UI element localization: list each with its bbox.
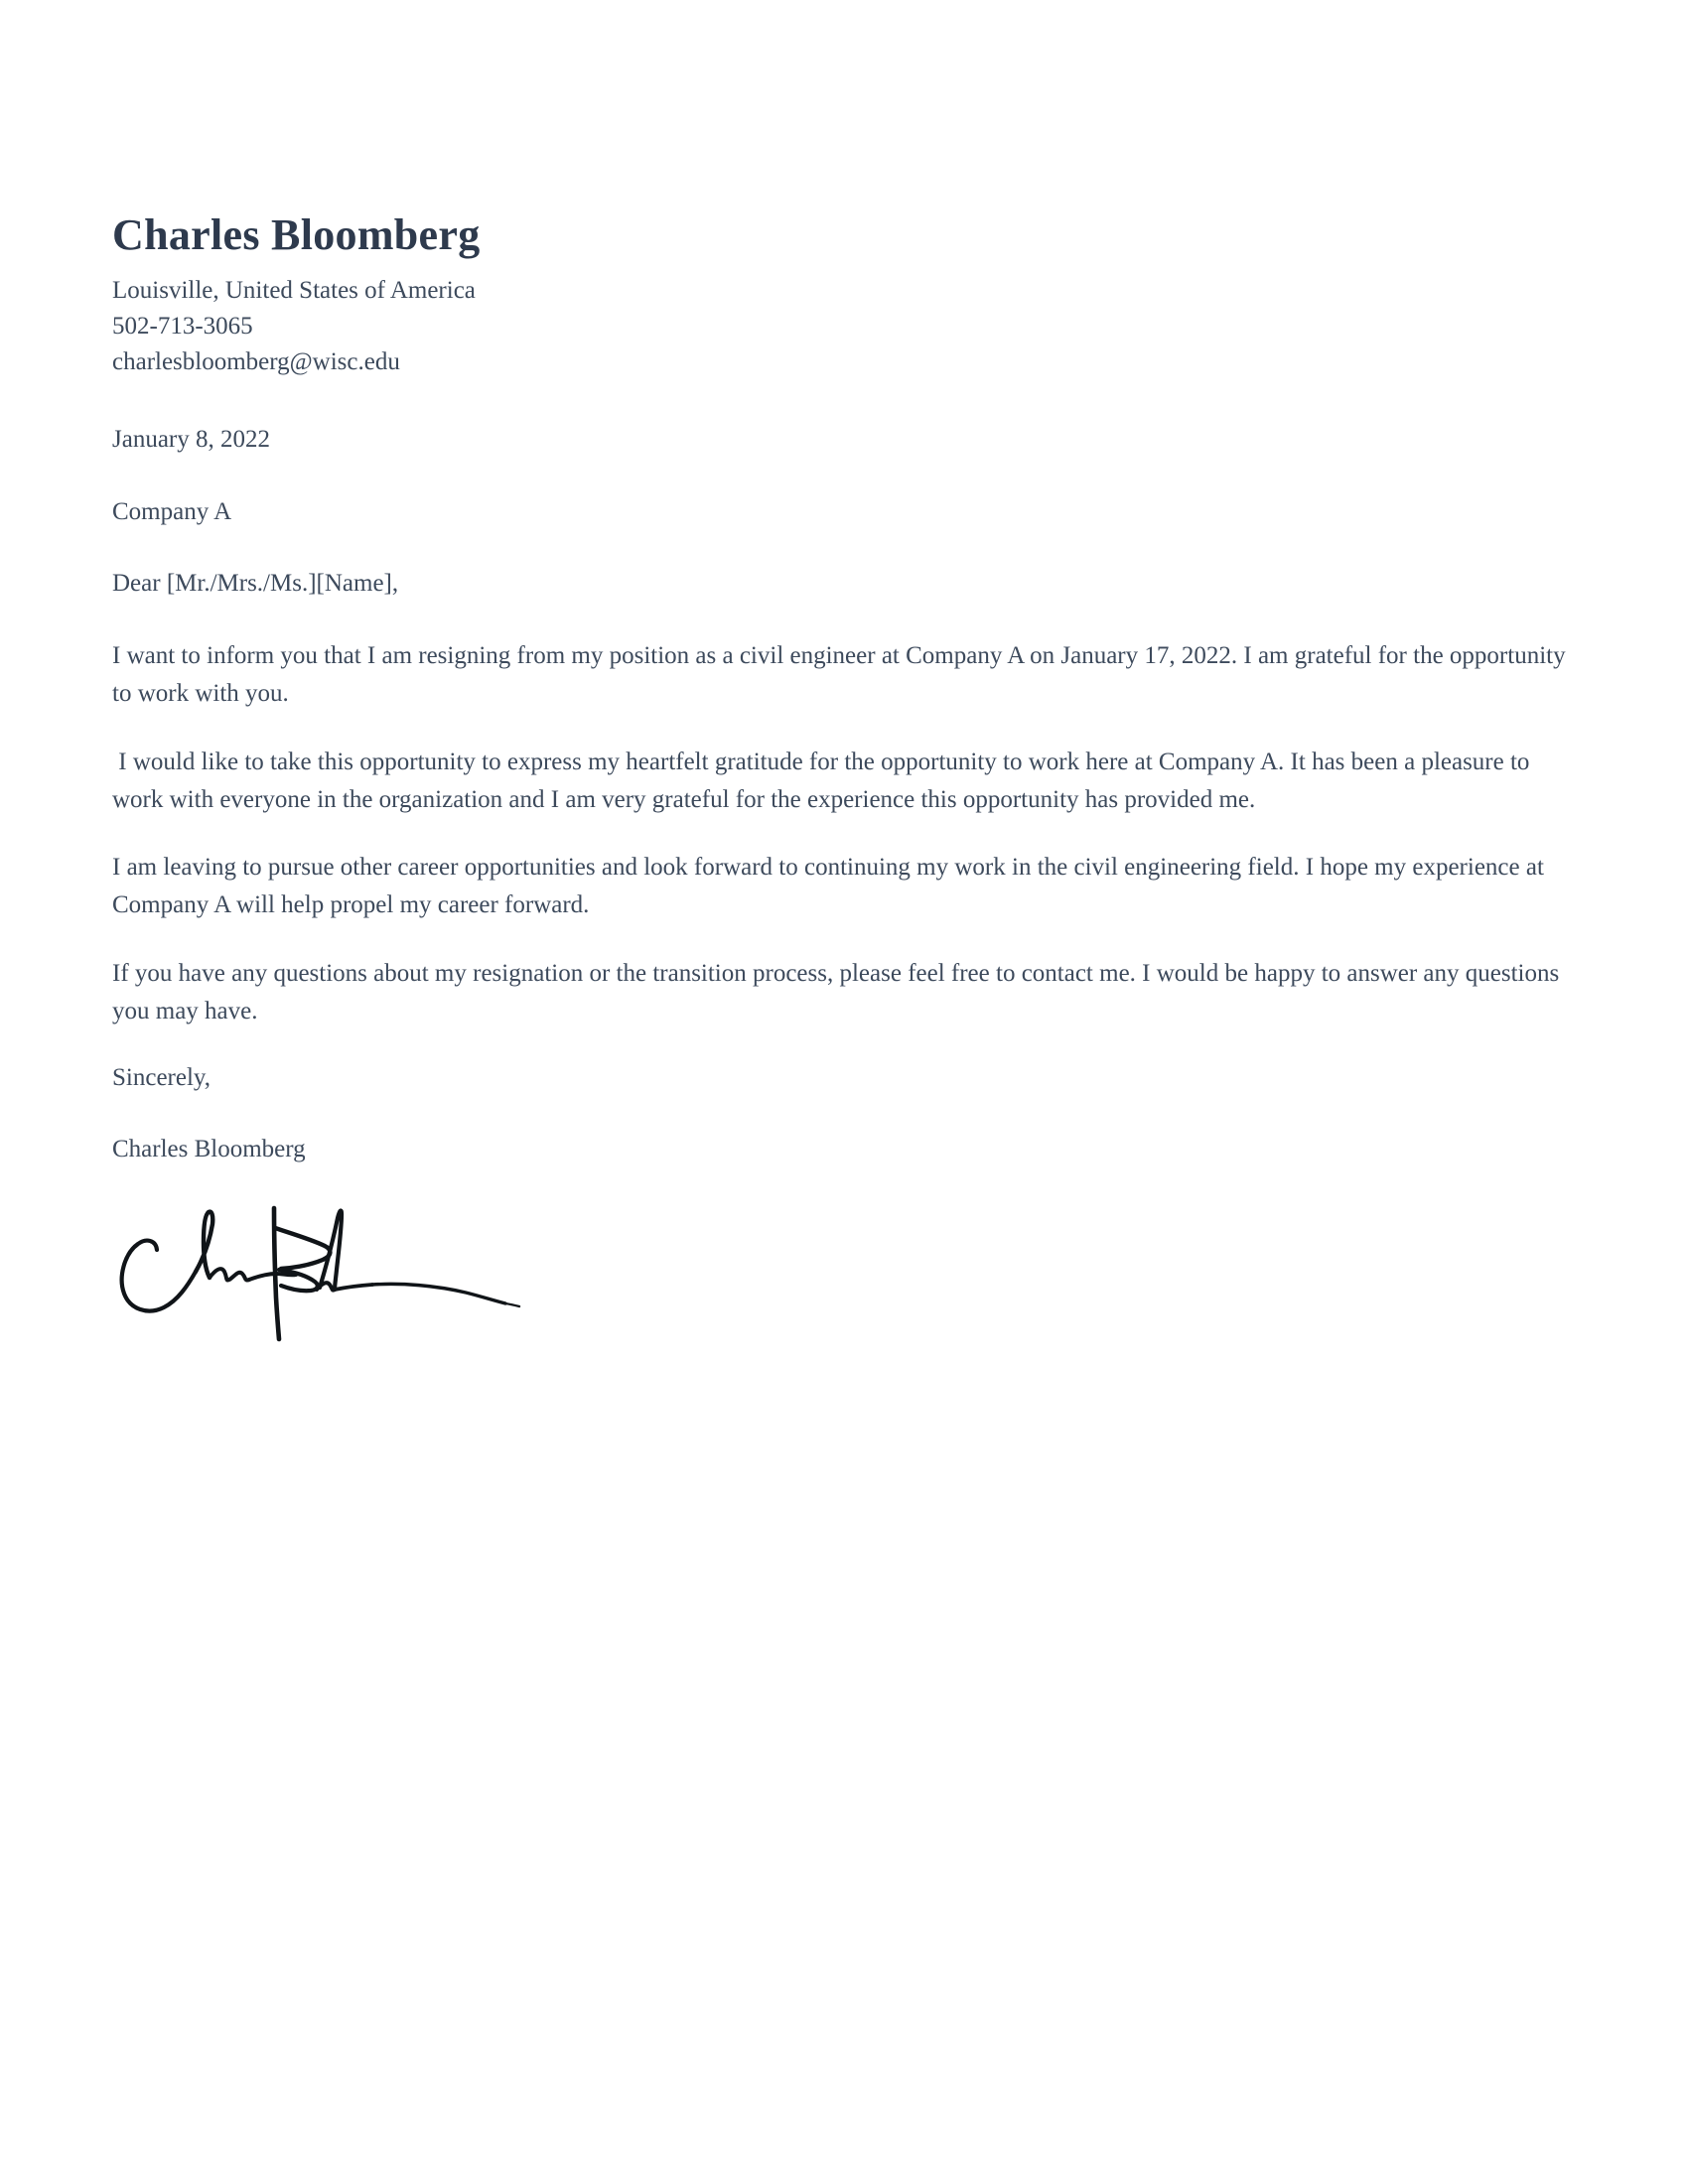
contact-location: Louisville, United States of America <box>112 277 476 305</box>
spacer <box>112 459 1572 494</box>
spacer <box>112 1030 1572 1060</box>
spacer <box>112 380 1572 422</box>
spacer <box>112 714 1572 744</box>
recipient-company: Company A <box>112 497 232 525</box>
salutation: Dear [Mr./Mrs./Ms.][Name], <box>112 569 399 597</box>
contact-phone[interactable]: 502-713-3065 <box>112 313 253 341</box>
body-paragraph: I am leaving to pursue other career opportunities and look forward to continuing my work in the civil engineering field. I hope my experience at Company A will help propel my career forward. <box>112 854 1551 919</box>
spacer <box>112 530 1572 566</box>
page-title: Charles Bloomberg <box>112 210 481 259</box>
body-paragraph: If you have any questions about my resignation or the transition process, please feel free to contact me. I would be happy to answer any questions you may have. <box>112 959 1566 1024</box>
closing-salutation: Sincerely, <box>112 1064 211 1092</box>
letter-body <box>112 210 1572 1323</box>
signature-image <box>112 1194 529 1323</box>
spacer <box>112 819 1572 849</box>
spacer <box>112 1096 1572 1132</box>
letter-date: January 8, 2022 <box>112 426 270 454</box>
handwritten-signature-icon <box>112 1194 529 1323</box>
contact-block <box>112 273 1572 380</box>
body-paragraph: I want to inform you that I am resigning from my position as a civil engineer at Company A on January 17, 2022. I am grateful for the opportunity to work with you. <box>112 642 1572 708</box>
contact-email[interactable]: charlesbloomberg@wisc.edu <box>112 348 400 376</box>
signer-name: Charles Bloomberg <box>112 1136 306 1163</box>
spacer <box>112 602 1572 637</box>
spacer <box>112 925 1572 955</box>
body-paragraph: I would like to take this opportunity to express my heartfelt gratitude for the opportunity to work here at Company A. It has been a pleasure to work with everyone in the organization and I am very grateful for the experience this opportunity has provided me. <box>112 748 1536 813</box>
